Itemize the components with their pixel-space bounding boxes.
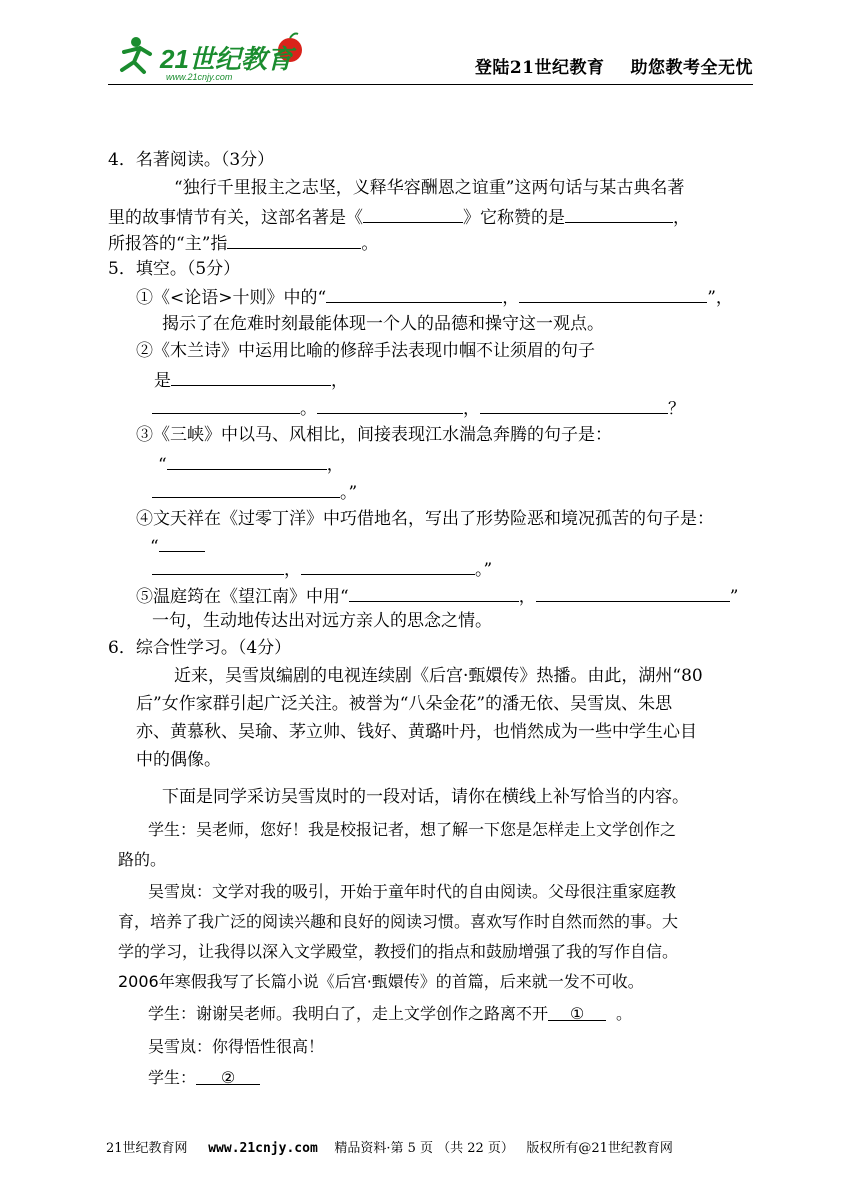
q5-blank-5a[interactable] xyxy=(349,583,519,602)
q6-title: 6．综合性学习。（4分） xyxy=(108,638,292,658)
q5-blank-1b[interactable] xyxy=(519,284,707,303)
q5-item5: ⑤温庭筠在《望江南》中用“ ， ” xyxy=(136,583,738,609)
q6-blank-2[interactable]: ② xyxy=(196,1066,260,1085)
logo-text: 21世纪教育 xyxy=(160,44,293,74)
q5-item2-line2: 是 ， xyxy=(154,367,348,393)
q5-item3-line2: “ ， xyxy=(158,451,344,477)
q5-blank-2a[interactable] xyxy=(171,367,331,386)
dialog-line2: 路的。 xyxy=(118,850,167,869)
logo-url: www.21cnjy.com xyxy=(166,72,233,82)
site-logo xyxy=(110,32,310,82)
footer-site: 21世纪教育网 xyxy=(106,1141,188,1156)
dialog-line6: 2006年寒假我写了长篇小说《后宫·甄嬛传》的首篇，后来就一发不可收。 xyxy=(118,972,644,991)
q6-instruction: 下面是同学采访吴雪岚时的一段对话，请你在横线上补写恰当的内容。 xyxy=(162,787,689,807)
footer-copyright: 版权所有@21世纪教育网 xyxy=(526,1141,673,1156)
header-slogan xyxy=(475,53,753,78)
dialog-line8: 吴雪岚：你得悟性很高！ xyxy=(148,1037,325,1056)
q4-blank-praise[interactable] xyxy=(565,204,673,223)
q5-item3-line3: 。” xyxy=(152,479,357,505)
slogan-right: 助您教考全无忧 xyxy=(630,58,753,78)
q5-blank-2c[interactable] xyxy=(317,395,463,414)
q5-blank-1a[interactable] xyxy=(326,284,502,303)
q4-para-line3: 所报答的“主”指 。 xyxy=(108,230,378,256)
page-footer xyxy=(106,1137,756,1156)
dialog-line4: 育，培养了我广泛的阅读兴趣和良好的阅读习惯。喜欢写作时自然而然的事。大 xyxy=(118,912,679,931)
q4-blank-book[interactable] xyxy=(363,204,463,223)
q5-item4-line2: “ xyxy=(150,533,205,559)
dialog-line3: 吴雪岚：文学对我的吸引，开始于童年时代的自由阅读。父母很注重家庭教 xyxy=(148,882,677,901)
footer-url[interactable]: www.21cnjy.com xyxy=(208,1141,318,1156)
q5-item3: ③《三峡》中以马、风相比，间接表现江水湍急奔腾的句子是： xyxy=(136,425,612,445)
q5-blank-5b[interactable] xyxy=(536,583,730,602)
q5-blank-2b[interactable] xyxy=(152,395,300,414)
dialog-line9: 学生： ② xyxy=(148,1066,260,1090)
page-header xyxy=(108,28,753,85)
q5-item4-line3: ， 。” xyxy=(152,556,492,582)
q5-blank-4a[interactable] xyxy=(152,556,284,575)
q5-item2: ②《木兰诗》中运用比喻的修辞手法表现巾帼不让须眉的句子 xyxy=(136,341,595,361)
q5-blank-3b[interactable] xyxy=(152,479,340,498)
q5-item2-line3: 。 ， ？ xyxy=(152,395,685,421)
q6-blank-1[interactable]: ① xyxy=(548,1002,606,1021)
q5-item4: ④文天祥在《过零丁洋》中巧借地名，写出了形势险恶和境况孤苦的句子是： xyxy=(136,509,714,529)
q5-item5-note: 一句，生动地传达出对远方亲人的思念之情。 xyxy=(152,611,492,631)
q5-blank-2d[interactable] xyxy=(480,395,668,414)
dialog-line5: 学的学习，让我得以深入文学殿堂，教授们的指点和鼓励增强了我的写作自信。 xyxy=(118,942,679,961)
dialog-line7: 学生：谢谢吴老师。我明白了，走上文学创作之路离不开 ① 。 xyxy=(148,1004,633,1023)
q5-title: 5．填空。（5分） xyxy=(108,259,241,279)
slogan-left: 登陆21世纪教育 xyxy=(474,58,605,78)
q4-blank-master[interactable] xyxy=(227,230,361,249)
q6-para-line4: 中的偶像。 xyxy=(136,750,221,770)
footer-page-info: 精品资料·第 5 页 （共 22 页） xyxy=(334,1141,514,1156)
q6-para-line3: 亦、黄慕秋、吴瑜、茅立帅、钱好、黄璐叶丹，也悄然成为一些中学生心目 xyxy=(136,722,697,742)
q4-para-line2: 里的故事情节有关，这部名著是《 》它称赞的是 ， xyxy=(108,204,690,230)
q5-blank-3a[interactable] xyxy=(167,451,327,470)
q5-blank-4b[interactable] xyxy=(301,556,475,575)
q5-item1: ①《<论语>十则》中的“ ， ”， xyxy=(136,284,733,310)
q5-blank-4a-start[interactable] xyxy=(159,533,205,552)
q4-para-line1: “独行千里报主之志坚，义释华容酬恩之谊重”这两句话与某古典名著 xyxy=(174,178,685,198)
q4-title: 4．名著阅读。（3分） xyxy=(108,150,275,170)
dialog-line1: 学生：吴老师，您好！我是校报记者，想了解一下您是怎样走上文学创作之 xyxy=(148,820,677,839)
q6-para-line2: 后”女作家群引起广泛关注。被誉为“八朵金花”的潘无依、吴雪岚、朱思 xyxy=(136,694,673,714)
q6-para-line1: 近来，吴雪岚编剧的电视连续剧《后宫·甄嬛传》热播。由此，湖州“80 xyxy=(174,666,703,686)
q5-item1-note: 揭示了在危难时刻最能体现一个人的品德和操守这一观点。 xyxy=(162,314,604,334)
